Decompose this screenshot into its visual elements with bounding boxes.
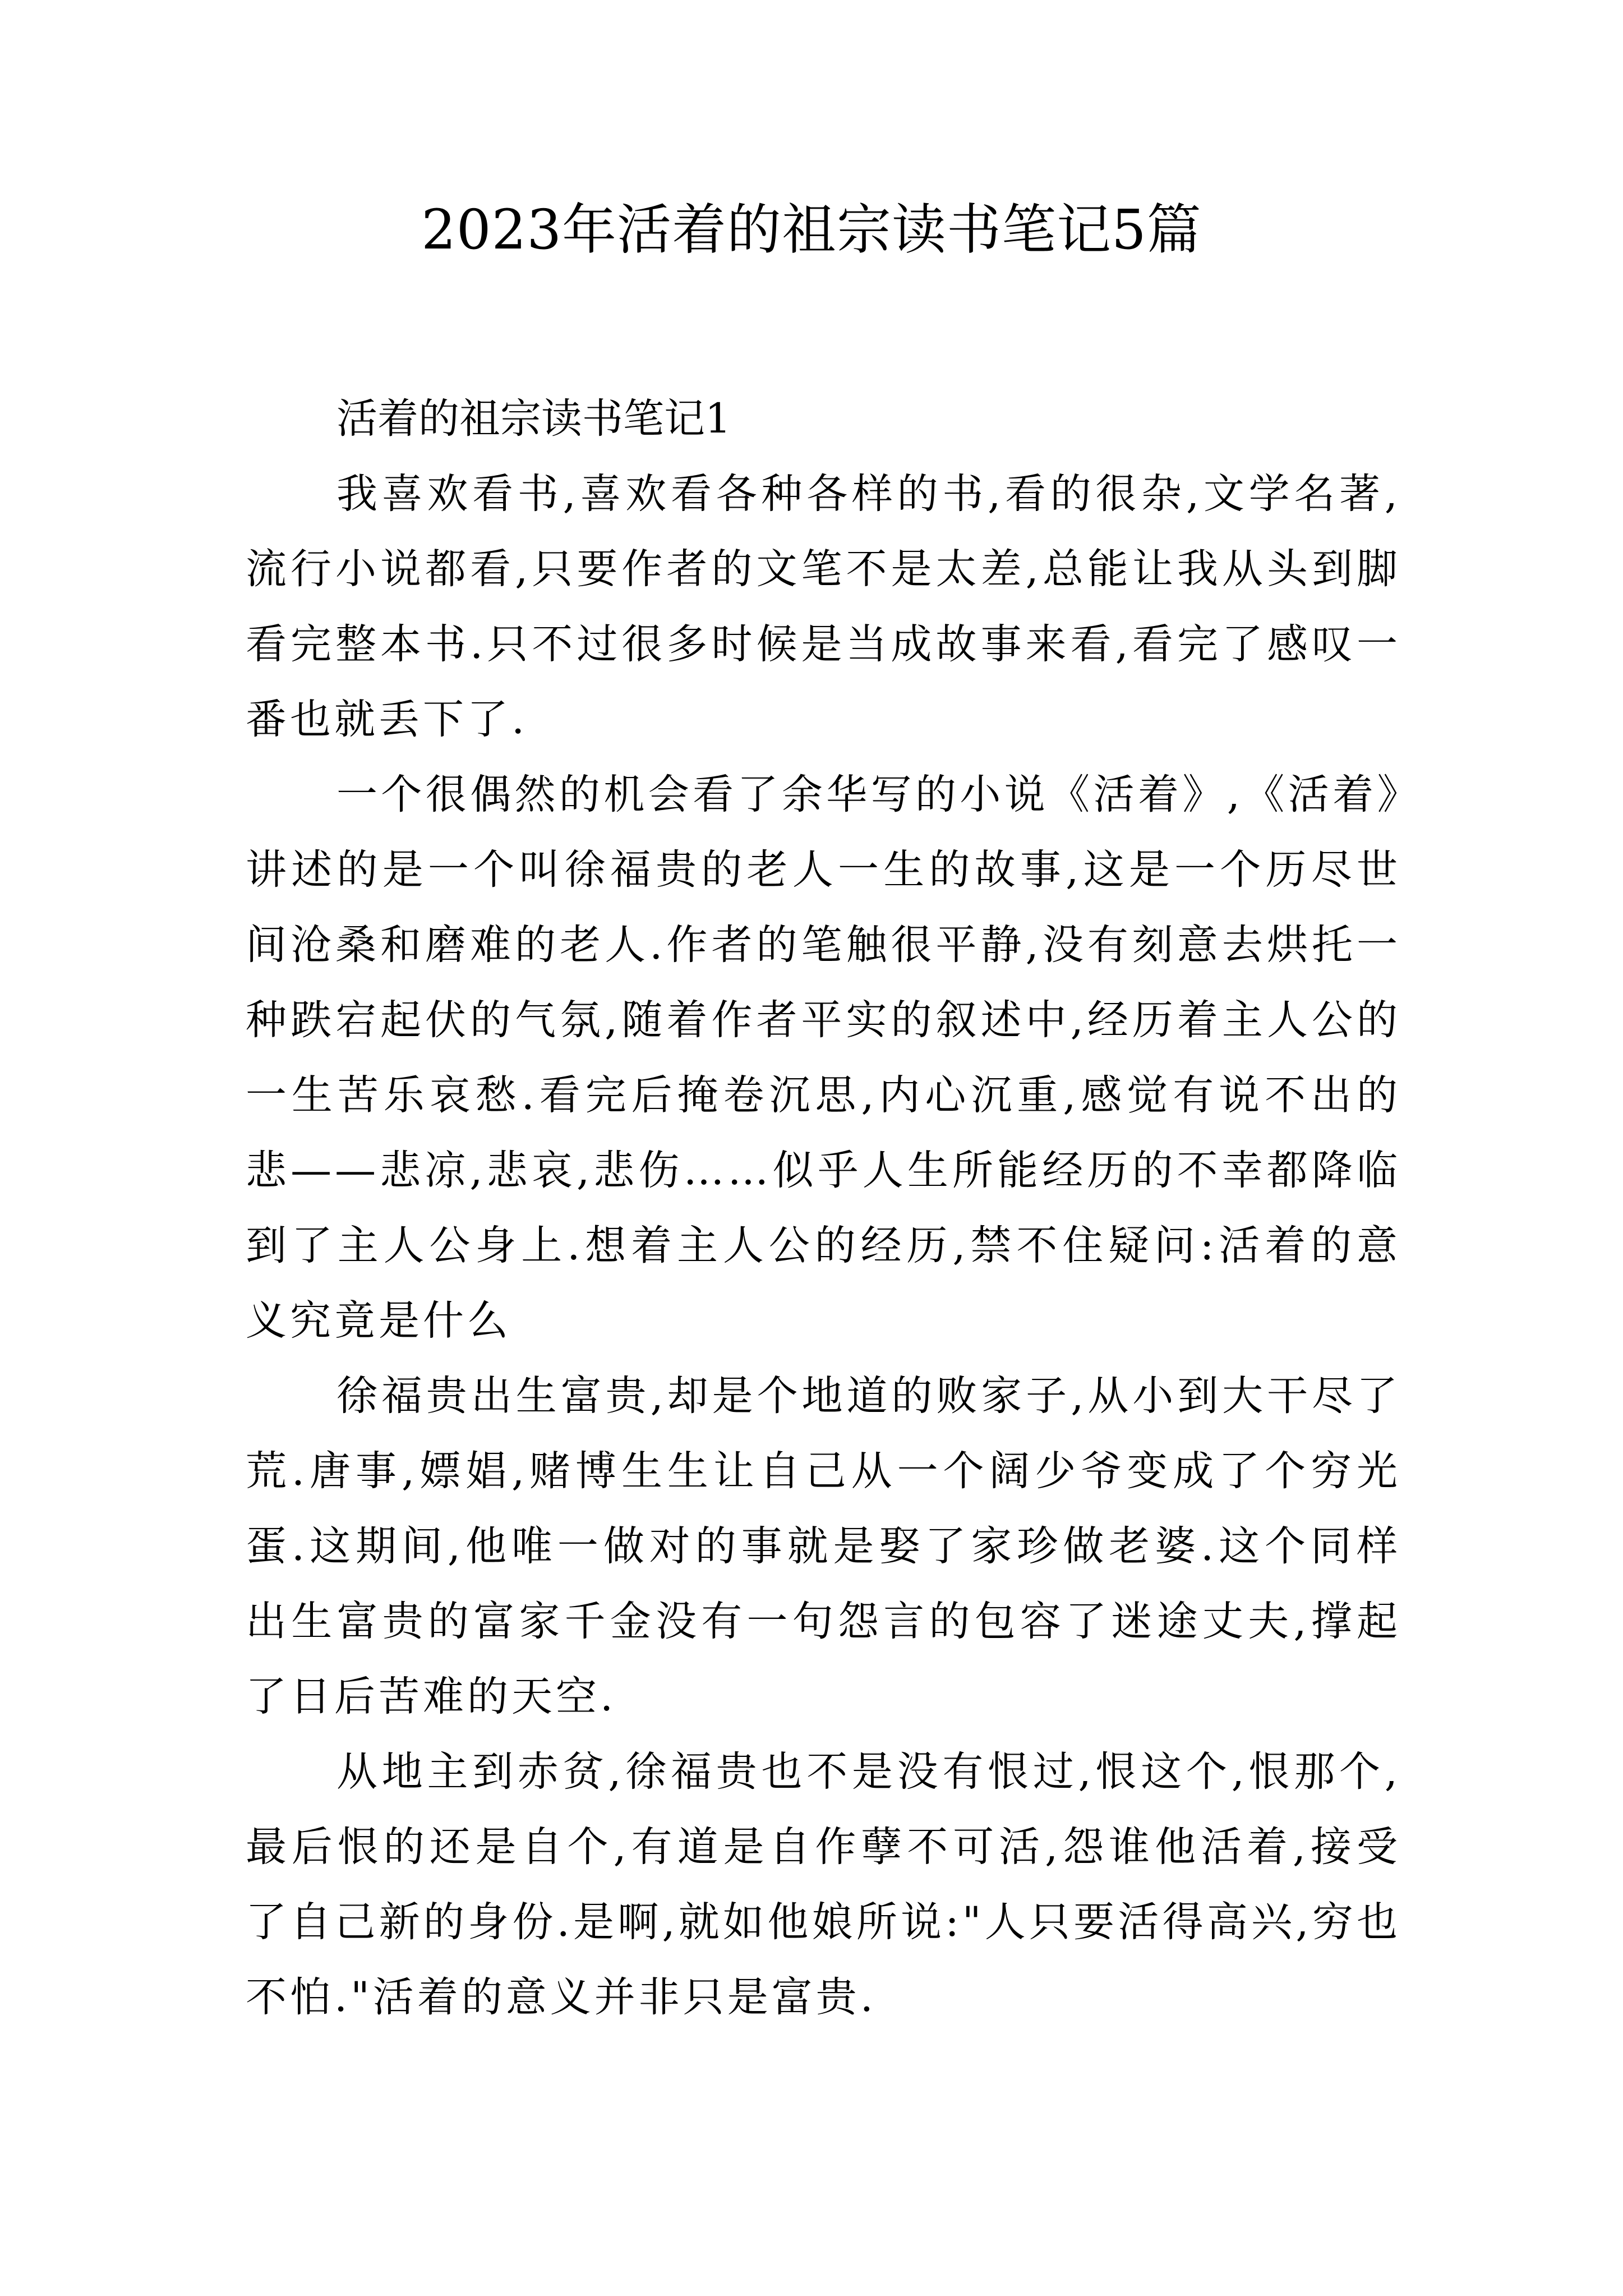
- paragraph: 我喜欢看书,喜欢看各种各样的书,看的很杂,文学名著,流行小说都看,只要作者的文笔不是太差,总能让我从头到脚看完整本书.只不过很多时候是当成故事来看,看完了感叹一番也就丢下了.: [246, 470, 1401, 743]
- paragraph: 徐福贵出生富贵,却是个地道的败家子,从小到大干尽了荒.唐事,嫖娼,赌博生生让自己从一个阔少爷变成了个穷光蛋.这期间,他唯一做对的事就是娶了家珍做老婆.这个同样出生富贵的富家千金没有一句怨言的包容了迷途丈夫,撑起了日后苦难的天空.: [246, 1372, 1401, 1720]
- document-body: [246, 381, 1401, 2035]
- paragraph: 从地主到赤贫,徐福贵也不是没有恨过,恨这个,恨那个,最后恨的还是自个,有道是自作孽不可活,怨谁他活着,接受了自己新的身份.是啊,就如他娘所说:"人只要活得高兴,穷也不怕."活着的意义并非只是富贵.: [246, 1748, 1401, 2021]
- document-title: 2023年活着的祖宗读书笔记5篇: [421, 198, 1202, 261]
- section-heading: 活着的祖宗读书笔记1: [336, 395, 731, 443]
- paragraph: 一个很偶然的机会看了余华写的小说《活着》,《活着》讲述的是一个叫徐福贵的老人一生的故事,这是一个历尽世间沧桑和磨难的老人.作者的笔触很平静,没有刻意去烘托一种跌宕起伏的气氛,随着作者平实的叙述中,经历着主人公的一生苦乐哀愁.看完后掩卷沉思,内心沉重,感觉有说不出的悲——悲凉,悲哀,悲伤……似乎人生所能经历的不幸都降临到了主人公身上.想着主人公的经历,禁不住疑问:活着的意义究竟是什么: [246, 771, 1401, 1345]
